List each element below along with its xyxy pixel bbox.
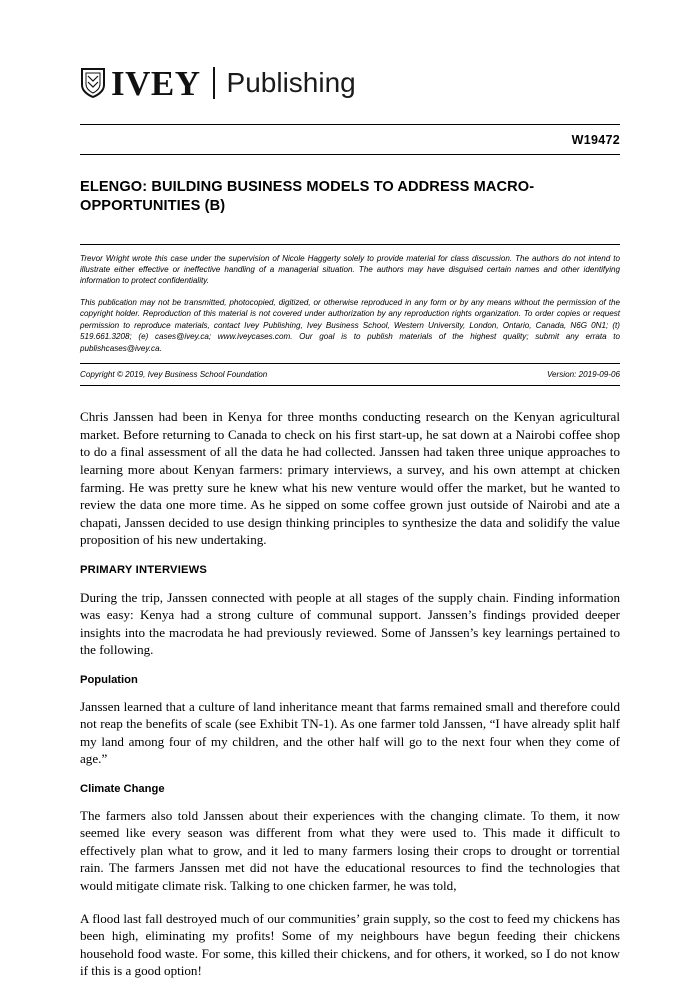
rule-under-case-number <box>80 154 620 155</box>
case-number: W19472 <box>571 133 620 147</box>
brand-wordmark: IVEY <box>111 63 201 103</box>
version-label: Version: 2019-09-06 <box>546 370 620 380</box>
intro-paragraph: Chris Janssen had been in Kenya for three months conducting research on the Kenyan agricultural market. Before returning to Canada to check on his first start-up, he sat down at a Nairobi coffee shop to do a final assessment of all the data he had collected. Janssen had taken three unique approaches to learning more about Kenyan farmers: primary interviews, a survey, and his own attempt at chicken farming. He was pretty sure he knew what his new venture would offer the market, but he wanted to review the data one more time. As he sipped on some coffee grown just outside of Nairobi and ate a chapati, Janssen decided to use design thinking principles to synthesize the data and solidify the value proposition of his new undertaking. <box>80 409 620 548</box>
frontmatter-authorship: Trevor Wright wrote this case under the supervision of Nicole Haggerty solely to provide material for class discussion. The authors do not intend to illustrate either effective or ineffective handling of a managerial situation. The authors may have disguised certain names and other identifying information to protect confidentiality. <box>80 253 620 286</box>
copyright-row <box>80 370 620 379</box>
frontmatter-permissions: This publication may not be transmitted, photocopied, digitized, or otherwise reproduced in any form or by any means without the permission of the copyright holder. Reproduction of this material is not covered under authorization by any reproduction rights organization. To order copies or request permission to reproduce materials, contact Ivey Publishing, Ivey Business School, Western University, London, Ontario, Canada, N6G 0N1; (t) 519.661.3208; (e) cases@ivey.ca; www.iveycases.com. Our goal is to publish materials of the highest quality; submit any errata to publishcases@ivey.ca. <box>80 297 620 353</box>
page-title: ELENGO: BUILDING BUSINESS MODELS TO ADDRESS MACRO-OPPORTUNITIES (B) <box>80 179 535 215</box>
masthead-divider <box>213 67 215 99</box>
masthead <box>80 62 620 104</box>
rule-under-frontmatter <box>80 363 620 364</box>
subsection-heading-climate-change: Climate Change <box>80 782 165 795</box>
document-body <box>80 408 620 979</box>
climate-change-paragraph: The farmers also told Janssen about their experiences with the changing climate. To them, it now seemed like every season was different from what they were used to. This made it difficult to effectively plan what to grow, and it led to many farmers losing their crops to drought or torrential rain. The farmers Janssen met did not have the educational resources to find the technologies that would mitigate climate risk. Talking to one chicken farmer, he was told, <box>80 807 620 893</box>
page-content <box>80 0 620 995</box>
rule-under-masthead <box>80 124 620 125</box>
subsection-heading-population: Population <box>80 673 138 686</box>
primary-interviews-paragraph: During the trip, Janssen connected with people at all stages of the supply chain. Finding information was easy: Kenya had a strong culture of communal support. Janssen’s findings provided deeper insights into the macrodata he had previously reviewed. Some of Janssen’s key learnings pertained to the following. <box>80 589 620 658</box>
blockquote-farmer: A flood last fall destroyed much of our communities’ grain supply, so the cost to feed my chickens has been high, eliminating my profits! Some of my neighbours have begun feeding their chickens household food waste. For some, this killed their chickens, and for others, it worked, so I do not know if this is a good option! <box>80 910 620 979</box>
population-paragraph: Janssen learned that a culture of land inheritance meant that farms remained small and therefore could not reap the benefits of scale (see Exhibit TN-1). As one farmer told Janssen, “I have already split half my land among four of my children, and the other half will go to the next four when they come of age.” <box>80 698 620 767</box>
copyright-notice: Copyright © 2019, Ivey Business School Foundation <box>80 370 268 380</box>
brand-publishing-label: Publishing <box>226 67 356 98</box>
shield-crest-icon <box>80 68 106 98</box>
section-heading-primary-interviews: PRIMARY INTERVIEWS <box>80 563 208 576</box>
frontmatter <box>80 253 620 355</box>
rule-under-title <box>80 244 620 245</box>
rule-under-copyright <box>80 385 620 386</box>
